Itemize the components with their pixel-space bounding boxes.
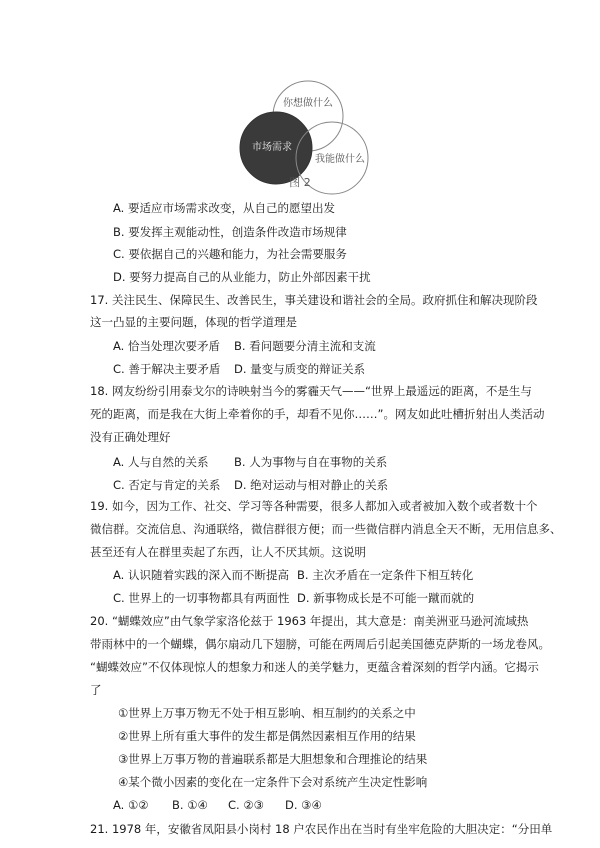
q16-option-a[interactable]: A. 要适应市场需求改变，从自己的愿望出发 [113,201,335,215]
figure-caption: 图 2 [289,176,311,189]
circle-right-label: 我能做什么 [315,154,365,165]
q18-stem-line1: 18. 网友纷纷引用泰戈尔的诗映射当今的雾霾天气——“世界上最遥远的距离，不是生与 [90,384,532,398]
q20-item-3: ③世界上万事万物的普遍联系都是大胆想象和合理推论的结果 [118,752,428,766]
q17-option-a[interactable]: A. 恰当处理次要矛盾 [113,339,220,353]
q19-option-c[interactable]: C. 世界上的一切事物都具有两面性 [113,591,290,605]
q19-stem-line3: 甚至还有人在群里卖起了东西，让人不厌其烦。这说明 [90,545,366,559]
q17-option-b[interactable]: B. 看问题要分清主流和支流 [234,339,376,353]
q20-stem-line1: 20. “蝴蝶效应”由气象学家洛伦兹于 1963 年提出，其大意是：南美洲亚马逊河流域热 [90,614,529,628]
q18-option-d[interactable]: D. 绝对运动与相对静止的关系 [234,478,389,492]
q17-option-c[interactable]: C. 善于解决主要矛盾 [113,362,221,376]
q20-option-d[interactable]: D. ③④ [285,798,322,812]
q19-option-a[interactable]: A. 认识随着实践的深入而不断提高 [113,568,289,582]
q16-option-c[interactable]: C. 要依据自己的兴趣和能力，为社会需要服务 [113,247,347,261]
q17-stem-line1: 17. 关注民生、保障民生、改善民生，事关建设和谐社会的全局。政府抓住和解决现阶段 [90,293,538,307]
q18-option-b[interactable]: B. 人为事物与自在事物的关系 [234,455,388,469]
q20-item-4: ④某个微小因素的变化在一定条件下会对系统产生决定性影响 [118,775,428,789]
q16-option-d[interactable]: D. 要努力提高自己的从业能力，防止外部因素干扰 [113,270,371,284]
q20-stem-line3: “蝴蝶效应”不仅体现惊人的想象力和迷人的美学魅力，更蕴含着深刻的哲学内涵。它揭示 [90,660,539,674]
q20-stem-line4: 了 [90,683,102,697]
q20-stem-line2: 带雨林中的一个蝴蝶，偶尔扇动几下翅膀，可能在两周后引起美国德克萨斯的一场龙卷风。 [90,637,550,651]
q20-option-a[interactable]: A. ①② [113,798,149,812]
q20-item-2: ②世界上所有重大事件的发生都是偶然因素相互作用的结果 [118,729,416,743]
q21-stem-line1: 21. 1978 年，安徽省凤阳县小岗村 18 户农民作出在当时有坐牢危险的大胆决定：“分田单 [90,822,553,836]
q18-stem-line3: 没有正确处理好 [90,430,171,444]
q20-option-c[interactable]: C. ②③ [228,798,264,812]
q20-item-1: ①世界上万事万物无不处于相互影响、相互制约的关系之中 [118,706,416,720]
circle-left-label: 市场需求 [252,142,292,153]
q18-option-a[interactable]: A. 人与自然的关系 [113,455,209,469]
q16-option-b[interactable]: B. 要发挥主观能动性，创造条件改造市场规律 [113,225,347,239]
q19-stem-line2: 微信群。交流信息、沟通联络，微信群很方便；而一些微信群内消息全天不断，无用信息多、 [90,522,562,536]
q18-option-c[interactable]: C. 否定与肯定的关系 [113,478,221,492]
q19-option-d[interactable]: D. 新事物成长是不可能一蹴而就的 [297,591,475,605]
q17-stem-line2: 这一凸显的主要问题，体现的哲学道理是 [90,315,297,329]
q19-option-b[interactable]: B. 主次矛盾在一定条件下相互转化 [297,568,474,582]
q19-stem-line1: 19. 如今，因为工作、社交、学习等各种需要，很多人都加入或者被加入数个或者数十个 [90,499,538,513]
circle-top-label: 你想做什么 [283,98,333,109]
q20-option-b[interactable]: B. ①④ [172,798,208,812]
q17-option-d[interactable]: D. 量变与质变的辩证关系 [234,362,366,376]
q18-stem-line2: 死的距离，而是我在大街上牵着你的手，却看不见你……”。网友如此吐槽折射出人类活动 [90,407,545,421]
